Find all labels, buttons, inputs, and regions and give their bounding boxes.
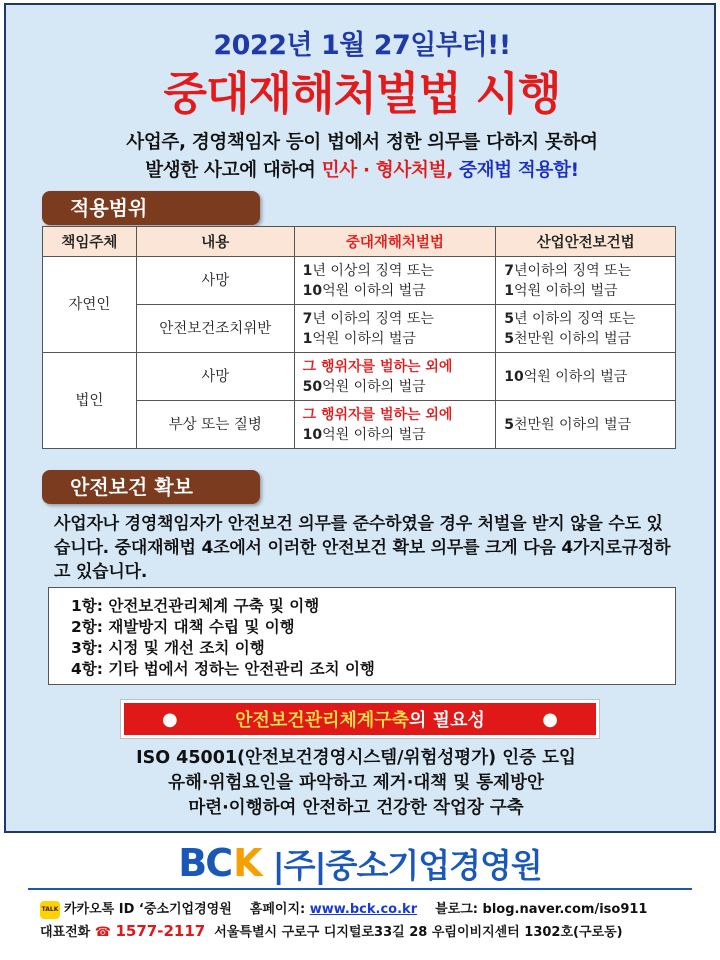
effective-date: 2022년 1월 27일부터!! [213, 30, 511, 61]
cell-content: 사망 [136, 353, 294, 401]
list-item: 1항: 안전보건관리체계 구축 및 이행 [71, 597, 320, 615]
iso-line-2: 유해·위험요인을 파악하고 제거·대책 및 통제방안 [168, 773, 544, 793]
need-highlight: 안전보건관리체계구축 [235, 710, 410, 731]
cell-subject: 자연인 [43, 257, 137, 353]
footer-contact-row [40, 898, 710, 919]
iso-line-1: ISO 45001(안전보건경영시스템/위험성평가) 인증 도입 [136, 748, 576, 768]
iso-text [0, 746, 712, 821]
phone-icon: ☎ [94, 925, 111, 940]
intro-prefix: 발생한 사고에 대하여 [145, 160, 322, 181]
intro-penalty-highlight: 민사 · 형사처벌, [321, 160, 453, 181]
cell-subject: 법인 [43, 353, 137, 449]
address: 서울특별시 구로구 디지털로33길 28 우림이비지센터 1302호(구로동) [214, 925, 623, 940]
iso-line-3: 마련·이행하여 안전하고 건강한 작업장 구축 [188, 798, 524, 818]
section-header-scope: 적용범위 [42, 191, 260, 225]
cell-content: 부상 또는 질병 [136, 401, 294, 449]
intro-law-highlight: 중재법 적용함! [452, 160, 579, 181]
blog-label: 블로그: [435, 902, 478, 917]
phone-label: 대표전화 [40, 925, 91, 940]
kakao-id: 카카오톡 ID ‘중소기업경영원 [64, 902, 232, 917]
homepage-link[interactable]: www.bck.co.kr [309, 902, 418, 917]
company-name: |주|중소기업경영원 [272, 845, 542, 885]
need-suffix: 의 필요성 [409, 710, 485, 731]
cell-industrial-penalty: 10억원 이하의 벌금 [496, 353, 676, 401]
footer-address-row [40, 921, 710, 940]
intro-line-1: 사업주, 경영책임자 등이 법에서 정한 의무를 다하지 못하여 [126, 132, 598, 153]
logo-letter-c: C [205, 841, 234, 885]
need-banner-text [235, 706, 485, 732]
phone-number[interactable]: 1577-2117 [115, 922, 206, 940]
section-header-safety: 안전보건 확보 [42, 470, 260, 504]
cell-industrial-penalty: 7년이하의 징역 또는 1억원 이하의 벌금 [496, 257, 676, 305]
cell-content: 사망 [136, 257, 294, 305]
cell-serious-penalty: 그 행위자를 벌하는 외에 50억원 이하의 벌금 [294, 353, 496, 401]
bullet-right-icon: ● [542, 708, 558, 730]
intro-line-2 [6, 157, 718, 185]
list-item: 4항: 기타 법에서 정하는 안전관리 조치 이행 [71, 660, 375, 678]
cell-industrial-penalty: 5년 이하의 징역 또는 5천만원 이하의 벌금 [496, 305, 676, 353]
table-row [43, 353, 676, 401]
intro-text [6, 129, 718, 185]
table-row [43, 305, 676, 353]
cell-serious-penalty: 7년 이하의 징역 또는 1억원 이하의 벌금 [294, 305, 496, 353]
safety-paragraph: 사업자나 경영책임자가 안전보건 의무를 준수하였을 경우 처벌을 받지 않을 수도 있습니다. 중대재해법 4조에서 이러한 안전보건 확보 의무를 크게 다음 4가지로규정하고 있습니다. [54, 514, 671, 582]
need-banner [121, 700, 599, 738]
col-header-content: 내용 [136, 227, 294, 257]
col-header-industrial-safety-law: 산업안전보건법 [496, 227, 676, 257]
page-title: 중대재해처벌법 시행 [163, 67, 561, 120]
bullet-left-icon: ● [162, 708, 178, 730]
obligation-list [48, 587, 676, 685]
cell-serious-penalty: 1년 이상의 징역 또는 10억원 이하의 벌금 [294, 257, 496, 305]
logo-letter-b: B [178, 841, 206, 885]
table-row [43, 257, 676, 305]
cell-industrial-penalty: 5천만원 이하의 벌금 [496, 401, 676, 449]
logo-letter-k: K [233, 841, 263, 885]
kakao-talk-icon: TALK [40, 901, 60, 919]
blog-link[interactable]: blog.naver.com/iso911 [482, 902, 648, 917]
table-row [43, 401, 676, 449]
col-header-serious-accident-law: 중대재해처벌법 [294, 227, 496, 257]
table-header-row [43, 227, 676, 257]
homepage-label: 홈페이지: [249, 902, 306, 917]
scope-table [42, 226, 676, 449]
footer-divider [28, 888, 692, 890]
list-item: 3항: 시정 및 개선 조치 이행 [71, 639, 265, 657]
cell-content: 안전보건조치위반 [136, 305, 294, 353]
list-item: 2항: 재발방지 대책 수립 및 이행 [71, 618, 295, 636]
company-logo [0, 840, 720, 886]
col-header-subject: 책임주체 [43, 227, 137, 257]
cell-serious-penalty: 그 행위자를 벌하는 외에 10억원 이하의 벌금 [294, 401, 496, 449]
